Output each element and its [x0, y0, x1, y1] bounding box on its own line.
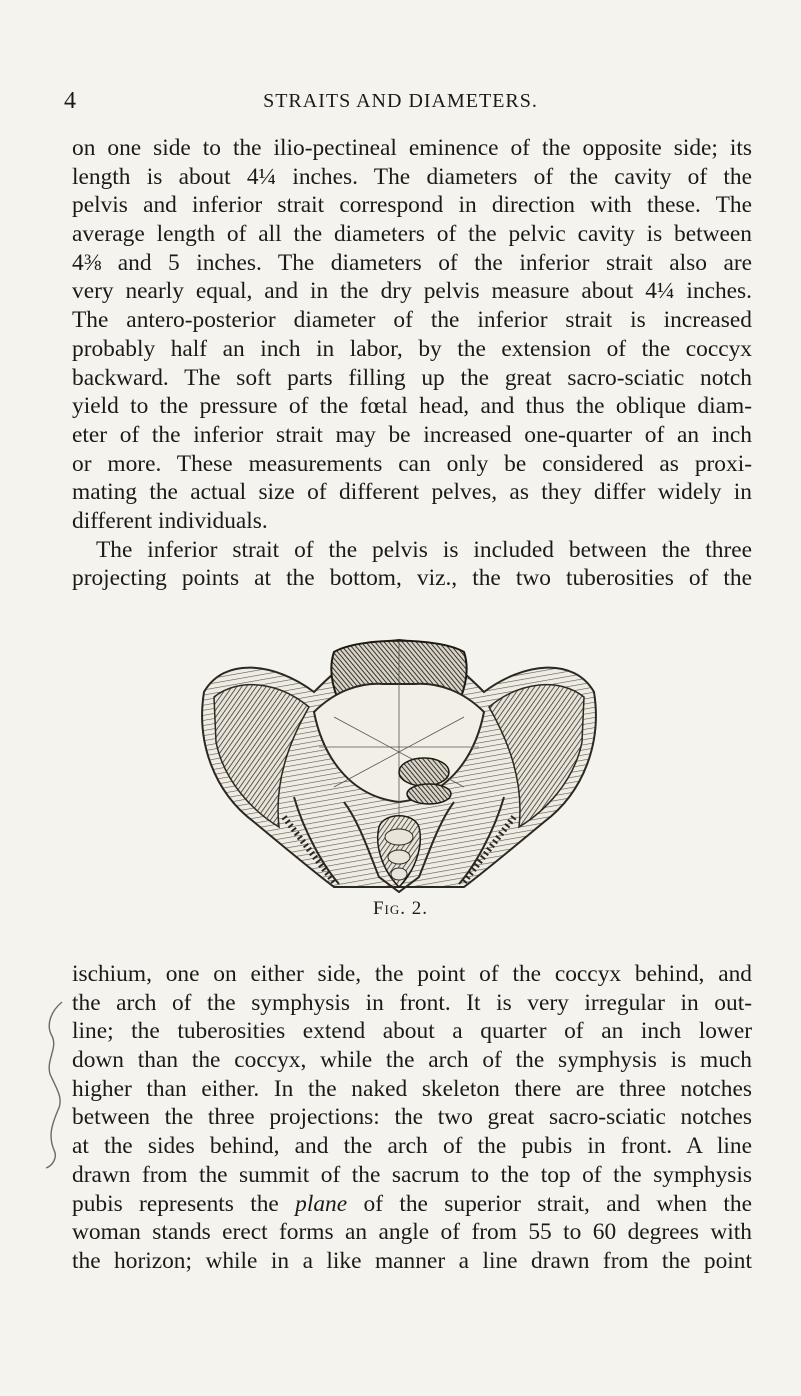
text-line: yield to the pressure of the fœtal head, and thus the oblique diam-	[72, 393, 752, 420]
running-head	[0, 88, 801, 118]
page-number: 4	[64, 88, 76, 114]
text-line: eter of the inferior strait may be increased one-quarter of an inch	[72, 421, 752, 448]
text-line: down than the coccyx, while the arch of the symphysis is much	[72, 1047, 752, 1074]
figure-caption: Fig. 2.	[372, 898, 429, 919]
text-line: average length of all the diameters of the pelvic cavity is between	[72, 221, 752, 248]
text-line: backward. The soft parts filling up the great sacro-sciatic notch	[72, 364, 752, 391]
text-line: on one side to the ilio-pectineal eminence of the opposite side; its	[72, 135, 752, 161]
pelvis-illustration	[184, 622, 614, 907]
paragraph-3	[72, 960, 752, 1276]
text-line: the horizon; while in a like manner a line drawn from the point	[72, 1247, 752, 1274]
text-line: ischium, one on either side, the point of the coccyx behind, and	[72, 961, 752, 987]
text-line: woman stands erect forms an angle of from 55 to 60 degrees with	[72, 1219, 752, 1246]
text-line: drawn from the summit of the sacrum to the top of the symphysis	[72, 1161, 752, 1188]
text-line: probably half an inch in labor, by the extension of the coccyx	[72, 335, 752, 362]
text-line: line; the tuberosities extend about a quarter of an inch lower	[72, 1018, 752, 1045]
running-title: STRAITS AND DIAMETERS.	[263, 90, 538, 112]
text-line: at the sides behind, and the arch of the pubis in front. A line	[72, 1133, 752, 1160]
text-line: projecting points at the bottom, viz., the two tuberosities of the	[72, 565, 752, 592]
text-line: the arch of the symphysis in front. It is very irregular in out-	[72, 989, 752, 1016]
text-line: higher than either. In the naked skeleton there are three notches	[72, 1075, 752, 1102]
paragraph-1	[72, 134, 752, 593]
text-line: The inferior strait of the pelvis is included between the three	[96, 536, 752, 563]
margin-pencil-mark	[38, 1000, 68, 1170]
text-line: 4⅜ and 5 inches. The diameters of the inferior strait also are	[72, 249, 752, 276]
text-fragment: of the superior strait, and when the	[347, 1190, 752, 1217]
text-line: pelvis and inferior strait correspond in direction with these. The	[72, 192, 752, 219]
text-line: different individuals.	[72, 507, 268, 534]
italic-word: plane	[295, 1190, 348, 1217]
text-line: or more. These measurements can only be considered as proxi-	[72, 450, 752, 477]
text-line: length is about 4¼ inches. The diameters of the cavity of the	[72, 163, 752, 190]
text-line	[72, 1190, 752, 1219]
text-line: The antero-posterior diameter of the inferior strait is increased	[72, 307, 752, 334]
text-line: mating the actual size of different pelves, as they differ widely in	[72, 479, 752, 506]
text-line: between the three projections: the two great sacro-sciatic notches	[72, 1104, 752, 1131]
text-fragment: pubis represents the	[72, 1190, 296, 1217]
text-line: very nearly equal, and in the dry pelvis measure about 4¼ inches.	[72, 278, 752, 305]
